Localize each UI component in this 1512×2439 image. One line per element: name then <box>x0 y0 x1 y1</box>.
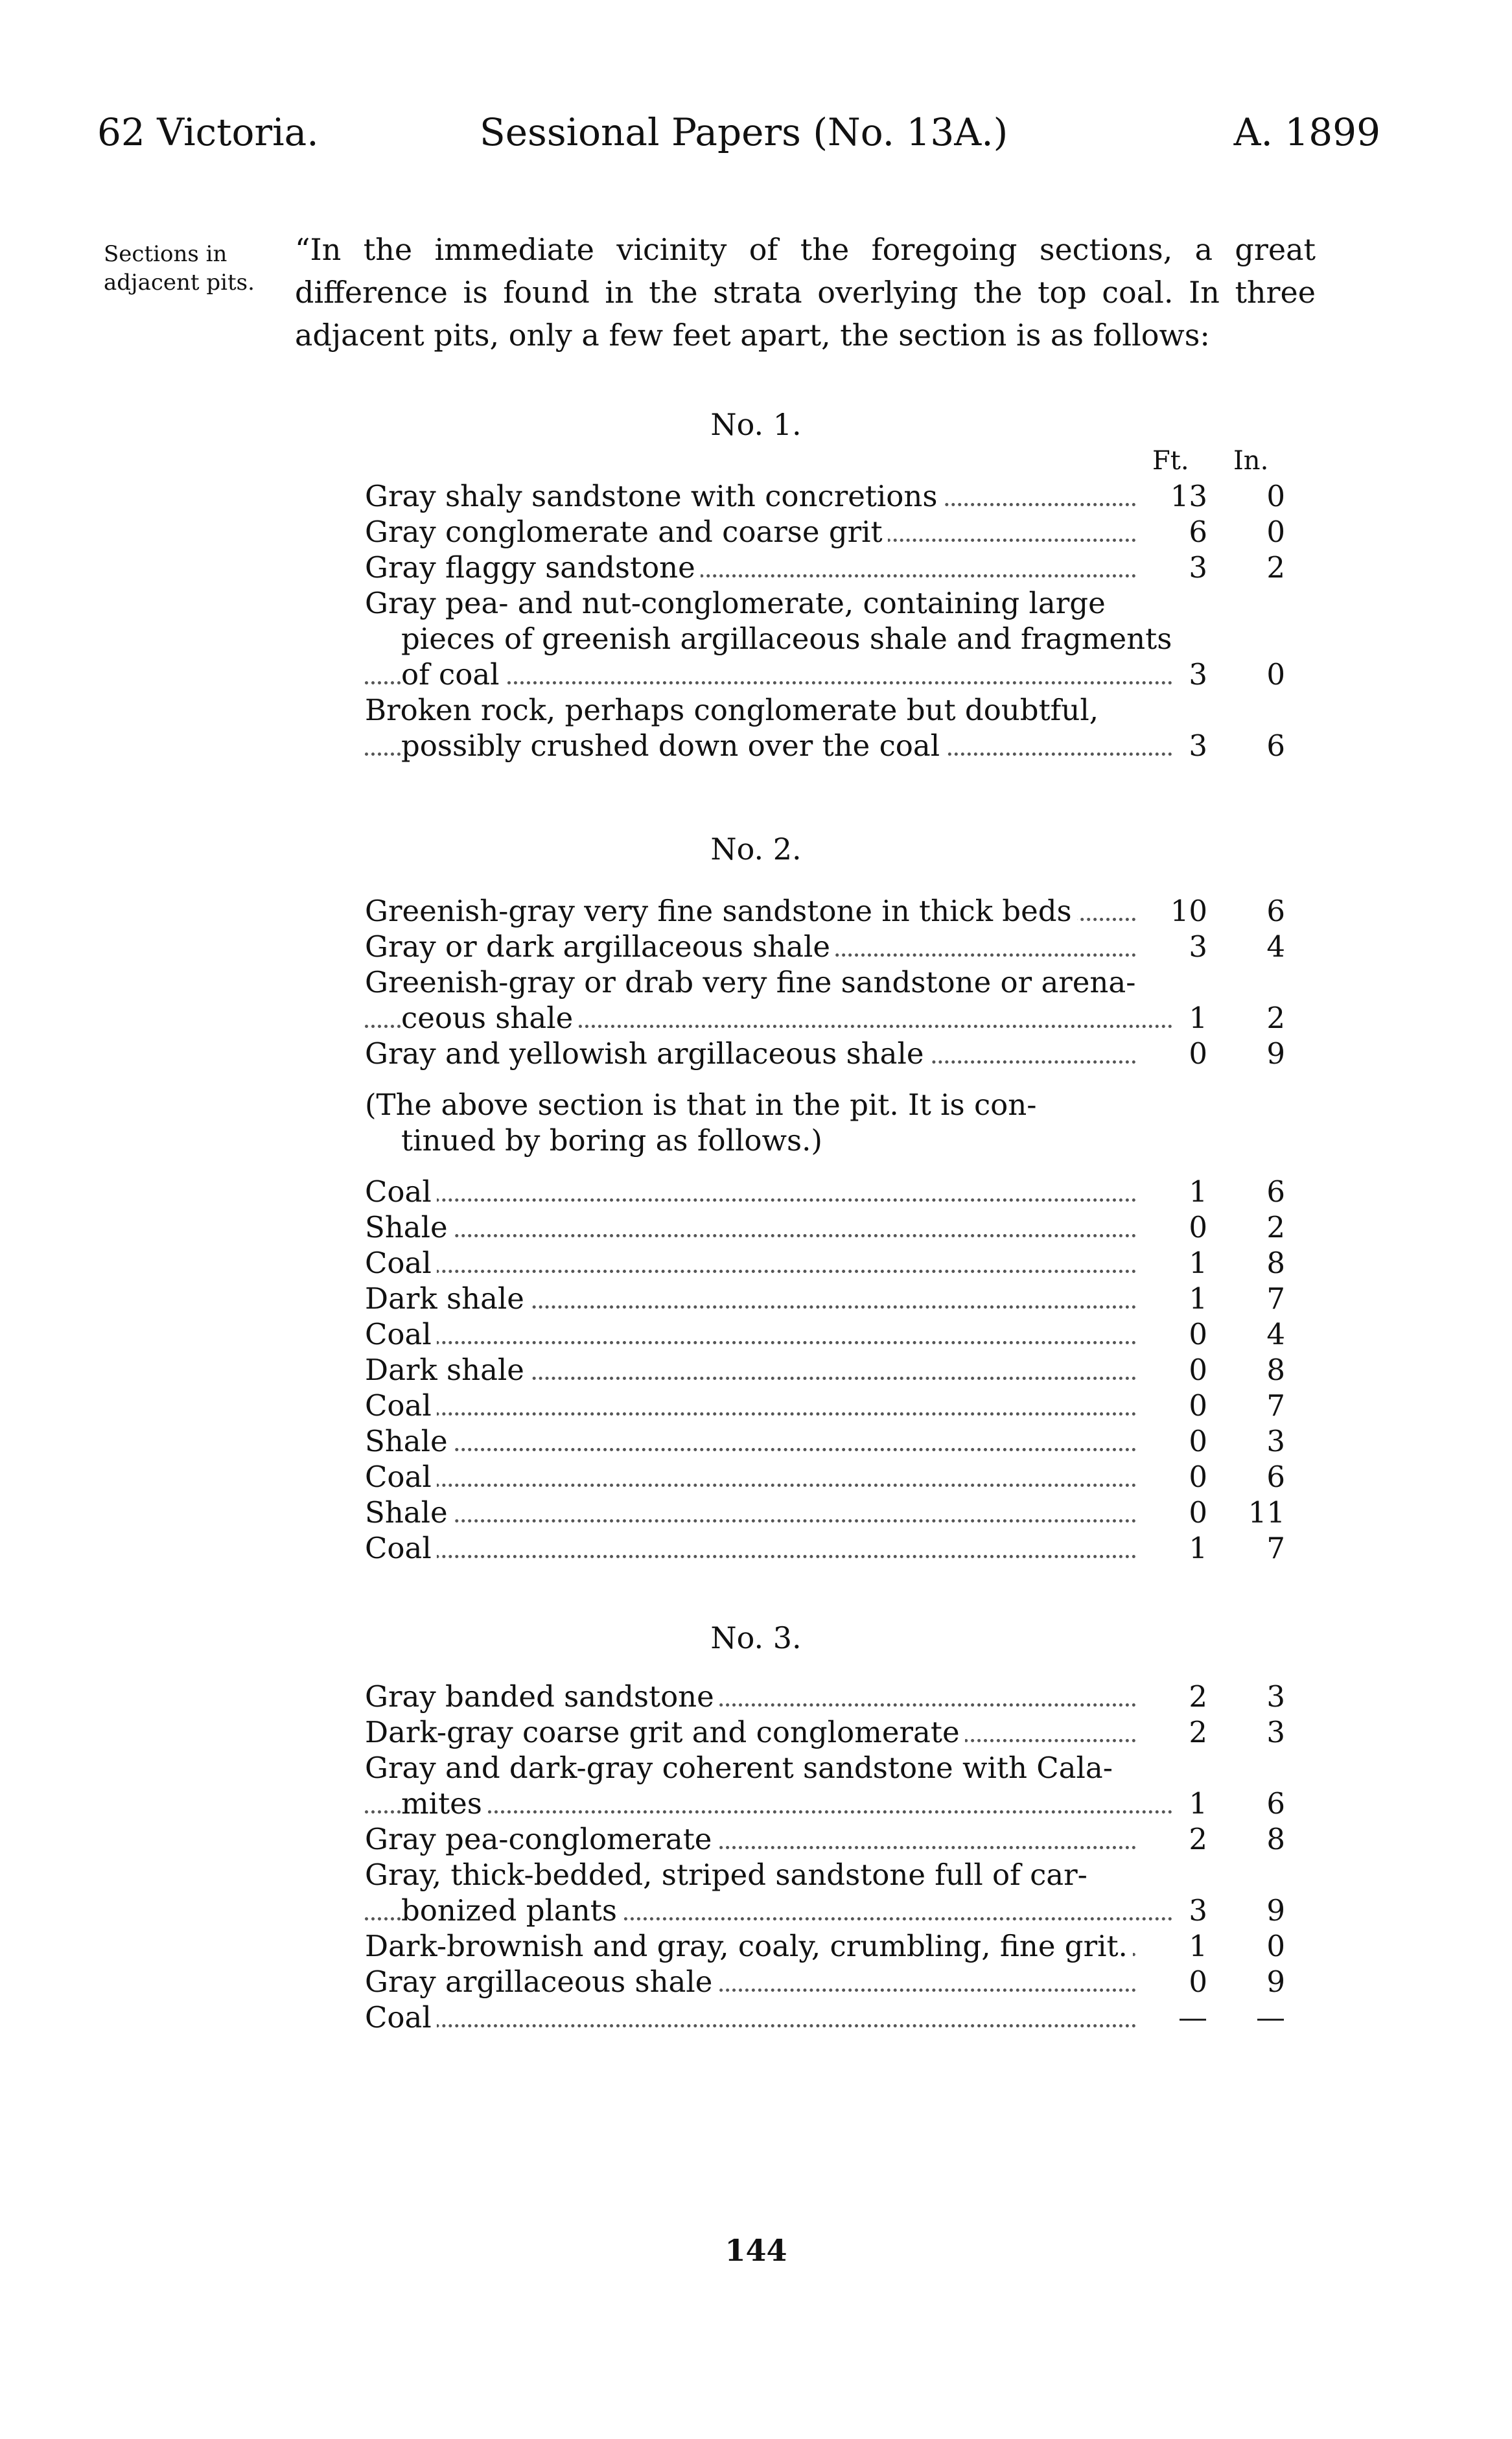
stratum-description: Gray flaggy sandstone <box>365 550 1136 585</box>
stratum-description: Coal <box>365 1530 1136 1566</box>
stratum-description: Coal <box>365 1316 1136 1352</box>
stratum-description: Coal <box>365 1459 1136 1495</box>
thickness-ft: 0 <box>1189 1495 1207 1530</box>
thickness-in: 9 <box>1266 1036 1285 1071</box>
thickness-in: 6 <box>1266 729 1285 763</box>
stratum-description: Gray pea- and nut-conglomerate, containing large <box>365 585 1136 621</box>
table-row <box>365 1495 1298 1530</box>
header-left: 62 Victoria. <box>97 110 319 154</box>
stratum-description: Greenish-gray very fine sandstone in thick beds <box>365 893 1136 929</box>
thickness-ft: 1 <box>1189 1531 1207 1565</box>
table-row <box>365 1209 1298 1245</box>
thickness-ft: 0 <box>1189 1353 1207 1387</box>
thickness-ft: 3 <box>1189 729 1207 763</box>
stratum-description: Dark-gray coarse grit and conglomerate <box>365 1714 1136 1750</box>
stratum-description: Coal <box>365 1245 1136 1281</box>
table-row <box>365 692 1298 764</box>
stratum-description: Gray and dark-gray coherent sandstone with Cala- <box>365 1750 1136 1786</box>
stratum-description: pieces of greenish argillaceous shale and fragments <box>365 621 1172 657</box>
thickness-in: 8 <box>1266 1246 1285 1280</box>
thickness-in: 9 <box>1266 1893 1285 1928</box>
thickness-ft: 0 <box>1189 1460 1207 1494</box>
thickness-in: 3 <box>1266 1679 1285 1714</box>
thickness-ft: 1 <box>1189 1246 1207 1280</box>
thickness-ft: 3 <box>1189 1893 1207 1928</box>
stratum-description: Broken rock, perhaps conglomerate but doubtful, <box>365 692 1136 728</box>
thickness-in: 2 <box>1266 1210 1285 1244</box>
table-row <box>365 1928 1298 1964</box>
thickness-in: 11 <box>1248 1495 1285 1530</box>
table-row <box>365 1857 1298 1928</box>
thickness-in: 6 <box>1266 1460 1285 1494</box>
section-3-table <box>365 1679 1298 2035</box>
thickness-in: 0 <box>1266 657 1285 692</box>
stratum-description: Shale <box>365 1209 1136 1245</box>
section-note-line: tinued by boring as follows.) <box>401 1123 822 1158</box>
section-title-1: No. 1. <box>710 407 802 442</box>
section-note <box>365 1087 1136 1158</box>
stratum-description: Greenish-gray or drab very fine sandstone or arena- <box>365 964 1136 1000</box>
thickness-in: 0 <box>1266 1929 1285 1963</box>
stratum-description: Gray shaly sandstone with concretions <box>365 478 1136 514</box>
thickness-in: 3 <box>1266 1715 1285 1749</box>
stratum-description: Gray argillaceous shale <box>365 1964 1136 2000</box>
page-header <box>97 110 1380 169</box>
table-row <box>365 478 1298 514</box>
table-row <box>365 1714 1298 1750</box>
thickness-ft: 10 <box>1170 894 1207 928</box>
thickness-in: 6 <box>1266 894 1285 928</box>
in-column-header: In. <box>1233 446 1269 476</box>
thickness-ft: 0 <box>1189 1424 1207 1458</box>
thickness-ft: 3 <box>1189 929 1207 964</box>
stratum-description: mites <box>365 1786 1172 1821</box>
stratum-description: ceous shale <box>365 1000 1172 1036</box>
thickness-ft: 1 <box>1189 1174 1207 1209</box>
thickness-ft: 1 <box>1189 1929 1207 1963</box>
thickness-ft: 1 <box>1189 1786 1207 1821</box>
stratum-description: Dark shale <box>365 1281 1136 1316</box>
header-center: Sessional Papers (No. 13A.) <box>480 110 1008 154</box>
thickness-in: 6 <box>1266 1174 1285 1209</box>
stratum-description: Gray pea-conglomerate <box>365 1821 1136 1857</box>
table-row <box>365 1821 1298 1857</box>
margin-note <box>104 240 298 297</box>
table-row <box>365 1964 1298 2000</box>
thickness-ft: 0 <box>1189 1036 1207 1071</box>
stratum-description: Gray conglomerate and coarse grit <box>365 514 1136 550</box>
thickness-in: 9 <box>1266 1965 1285 1999</box>
margin-note-line: Sections in <box>104 241 227 267</box>
thickness-ft: 3 <box>1189 657 1207 692</box>
stratum-description: Gray banded sandstone <box>365 1679 1136 1714</box>
table-row <box>365 1459 1298 1495</box>
thickness-in: 4 <box>1266 1317 1285 1351</box>
thickness-ft: 1 <box>1189 1281 1207 1316</box>
thickness-in: 8 <box>1266 1822 1285 1856</box>
table-row <box>365 585 1298 692</box>
table-row <box>365 1245 1298 1281</box>
thickness-in: 2 <box>1266 1001 1285 1035</box>
thickness-ft: 0 <box>1189 1210 1207 1244</box>
thickness-in: 7 <box>1266 1281 1285 1316</box>
stratum-description: of coal <box>365 657 1172 692</box>
table-row <box>365 929 1298 964</box>
thickness-ft: 2 <box>1189 1822 1207 1856</box>
thickness-ft: 13 <box>1170 479 1207 513</box>
thickness-in: 4 <box>1266 929 1285 964</box>
table-row <box>365 1316 1298 1352</box>
thickness-ft: 6 <box>1189 515 1207 549</box>
thickness-in: 0 <box>1266 479 1285 513</box>
section-title-3: No. 3. <box>710 1620 802 1655</box>
section-2-table <box>365 893 1298 1566</box>
thickness-in: 7 <box>1266 1531 1285 1565</box>
stratum-description: Gray and yellowish argillaceous shale <box>365 1036 1136 1071</box>
stratum-description: Dark-brownish and gray, coaly, crumbling, fine grit. <box>365 1928 1136 1964</box>
table-row <box>365 1423 1298 1459</box>
header-right: A. 1899 <box>1233 110 1380 154</box>
thickness-ft: 0 <box>1189 1965 1207 1999</box>
thickness-ft: 0 <box>1189 1317 1207 1351</box>
table-row <box>365 1679 1298 1714</box>
section-note-line: (The above section is that in the pit. It is con- <box>365 1088 1037 1122</box>
thickness-ft: — <box>1178 2000 1207 2035</box>
thickness-in: 3 <box>1266 1424 1285 1458</box>
ft-column-header: Ft. <box>1152 446 1189 476</box>
thickness-in: 6 <box>1266 1786 1285 1821</box>
section-1-table <box>365 478 1298 764</box>
table-row <box>365 550 1298 585</box>
table-row <box>365 514 1298 550</box>
thickness-ft: 0 <box>1189 1388 1207 1423</box>
section-title-2: No. 2. <box>710 832 802 867</box>
stratum-description: bonized plants <box>365 1893 1172 1928</box>
stratum-description: Coal <box>365 1388 1136 1423</box>
intro-paragraph: “In the immediate vicinity of the foregoing sections, a great difference is found in the strata overlying the top coal. In three adjacent pits, only a few feet apart, the section is as follows: <box>295 232 1316 353</box>
stratum-description: Dark shale <box>365 1352 1136 1388</box>
table-row <box>365 1530 1298 1566</box>
page-number: 144 <box>725 2233 787 2268</box>
table-row <box>365 964 1298 1036</box>
thickness-ft: 2 <box>1189 1679 1207 1714</box>
stratum-description: Coal <box>365 1174 1136 1209</box>
stratum-description: Shale <box>365 1423 1136 1459</box>
thickness-in: 8 <box>1266 1353 1285 1387</box>
thickness-in: 0 <box>1266 515 1285 549</box>
thickness-in: 7 <box>1266 1388 1285 1423</box>
stratum-description: Gray, thick-bedded, striped sandstone full of car- <box>365 1857 1136 1893</box>
thickness-ft: 3 <box>1189 550 1207 585</box>
table-row <box>365 2000 1298 2035</box>
thickness-ft: 1 <box>1189 1001 1207 1035</box>
thickness-in: — <box>1256 2000 1285 2035</box>
table-row <box>365 1750 1298 1821</box>
thickness-in: 2 <box>1266 550 1285 585</box>
stratum-description: Coal <box>365 2000 1136 2035</box>
table-row <box>365 1174 1298 1209</box>
thickness-ft: 2 <box>1189 1715 1207 1749</box>
table-row <box>365 1388 1298 1423</box>
margin-note-line: adjacent pits. <box>104 270 255 296</box>
stratum-description: Gray or dark argillaceous shale <box>365 929 1136 964</box>
stratum-description: possibly crushed down over the coal <box>365 728 1172 764</box>
stratum-description: Shale <box>365 1495 1136 1530</box>
table-row <box>365 1352 1298 1388</box>
table-row <box>365 1281 1298 1316</box>
table-row <box>365 1036 1298 1071</box>
table-row <box>365 893 1298 929</box>
